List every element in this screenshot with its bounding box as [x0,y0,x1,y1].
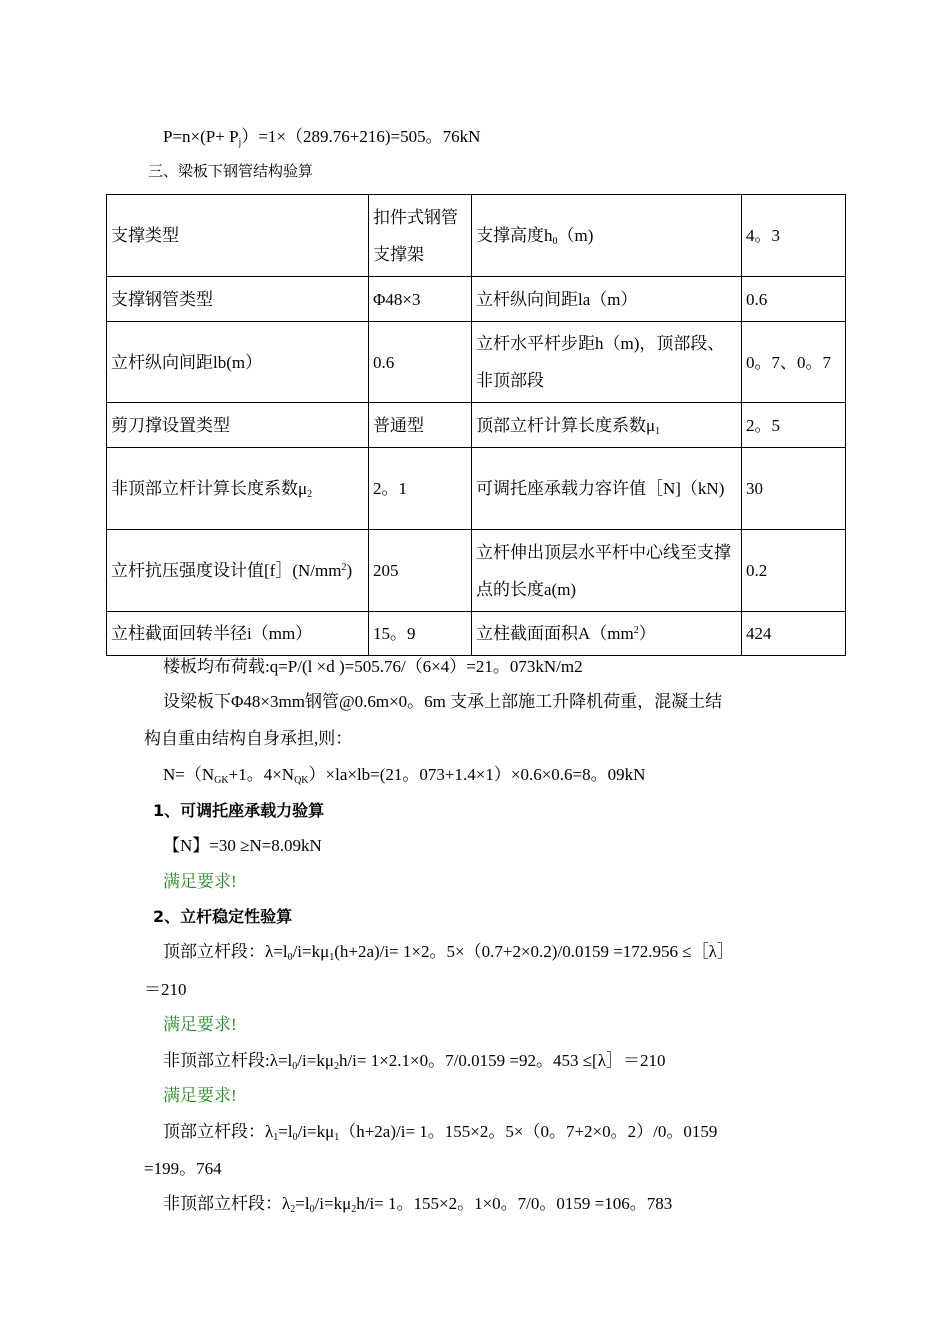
table-cell: 立杆水平杆步距h（m)，顶部段、非顶部段 [472,322,742,403]
table-cell: 0.6 [369,322,472,403]
parameter-table [106,194,846,656]
table-row [107,277,846,322]
section-title-2: 2、立杆稳定性验算 [153,907,293,926]
formula-n: $N=(N_{GK}+1$。$4\times N_{QK})\times la\times lb=(21$。073+1.4×1）×0.6×0.6=8。09kN [163,765,646,786]
check-text: 【N】=30 ≥N=8.09kN [163,836,322,855]
section-heading: 三、梁板下钢管结构验算 [148,164,314,180]
formula-top-1-cont: ＝210 [144,980,187,999]
formula-p-part: ）=1×（289.76+216)=505。76kN [241,127,481,146]
ok-label: 满足要求! [163,1086,237,1105]
table-cell: 424 [742,612,846,656]
table-cell: 支撑高度$h_0(m)$ [472,195,742,277]
ok-label: 满足要求! [163,1015,237,1034]
table-row [107,195,846,277]
table-row [107,403,846,448]
table-cell: 0.6 [742,277,846,322]
table-cell: 扣件式钢管支撑架 [369,195,472,277]
table-row [107,612,846,656]
table-cell: Φ48×3 [369,277,472,322]
paragraph-line: 设梁板下Φ48×3mm钢管@0.6m×0。6m 支承上部施工升降机荷重，混凝土结 [163,692,723,711]
table-cell: 支撑类型 [107,195,369,277]
table-cell: 15。9 [369,612,472,656]
table-cell: 非顶部立杆计算长度系数$\mu_2$ [107,448,369,530]
table-row [107,448,846,530]
table-cell: 立杆纵向间距la（m） [472,277,742,322]
table-cell: 立杆抗压强度设计值[$f](N/mm^2)$ [107,530,369,612]
formula-p-sub: j [238,137,242,148]
formula-p-part: P=n×(P+ P [163,127,239,146]
formula-p [163,127,480,147]
formula-nontop-1: 非顶部立杆段$:\lambda=l_0/i=k\mu_2h/i= 1\times 2.1\times 0$。7/0.0159 =92。453 ≤[λ］＝210 [163,1051,666,1072]
table-row [107,530,846,612]
table-cell: 支撑钢管类型 [107,277,369,322]
floor-load-text: 楼板均布荷载:q=P/(l ×d )=505.76/（6×4）=21。073kN/m2 [163,657,583,676]
table-cell: 2。1 [369,448,472,530]
table-cell: 普通型 [369,403,472,448]
formula-top-2: 顶部立杆段：$\lambda_1=l_0/i=k\mu_1(h+2a)/i= 1$。155×2。5×（0。7+2×0。2）/0。0159 [163,1122,718,1143]
table-cell: 立杆纵向间距lb(m） [107,322,369,403]
table-cell: 2。5 [742,403,846,448]
table-row [107,322,846,403]
ok-label: 满足要求! [163,872,237,891]
table-cell: 立柱截面面积$A(mm^2)$ [472,612,742,656]
table-cell: 顶部立杆计算长度系数$\mu_1$ [472,403,742,448]
formula-top-1: 顶部立杆段：$\lambda=l_0/i=k\mu_1(h+2a)/i= 1\times 2$。5×（0.7+2×0.2)/0.0159 =172.956 ≤［λ］ [163,942,734,963]
table-cell: 205 [369,530,472,612]
table-cell: 可调托座承载力容许值［N]（kN) [472,448,742,530]
formula-top-2-cont: =199。764 [144,1159,222,1178]
table-cell: 0.2 [742,530,846,612]
formula-nontop-2: 非顶部立杆段：$\lambda_2=l_0/i=k\mu_2h/i= 1$。155×2。1×0。7/0。0159 =106。783 [163,1194,673,1215]
table-cell: 立柱截面回转半径i（mm） [107,612,369,656]
table-cell: 立杆伸出顶层水平杆中心线至支撑点的长度a(m) [472,530,742,612]
paragraph-line: 构自重由结构自身承担,则： [144,729,353,748]
table-cell: 0。7、0。7 [742,322,846,403]
table-cell: 剪刀撑设置类型 [107,403,369,448]
section-title-1: 1、可调托座承载力验算 [153,801,325,820]
table-cell: 30 [742,448,846,530]
table-cell: 4。3 [742,195,846,277]
